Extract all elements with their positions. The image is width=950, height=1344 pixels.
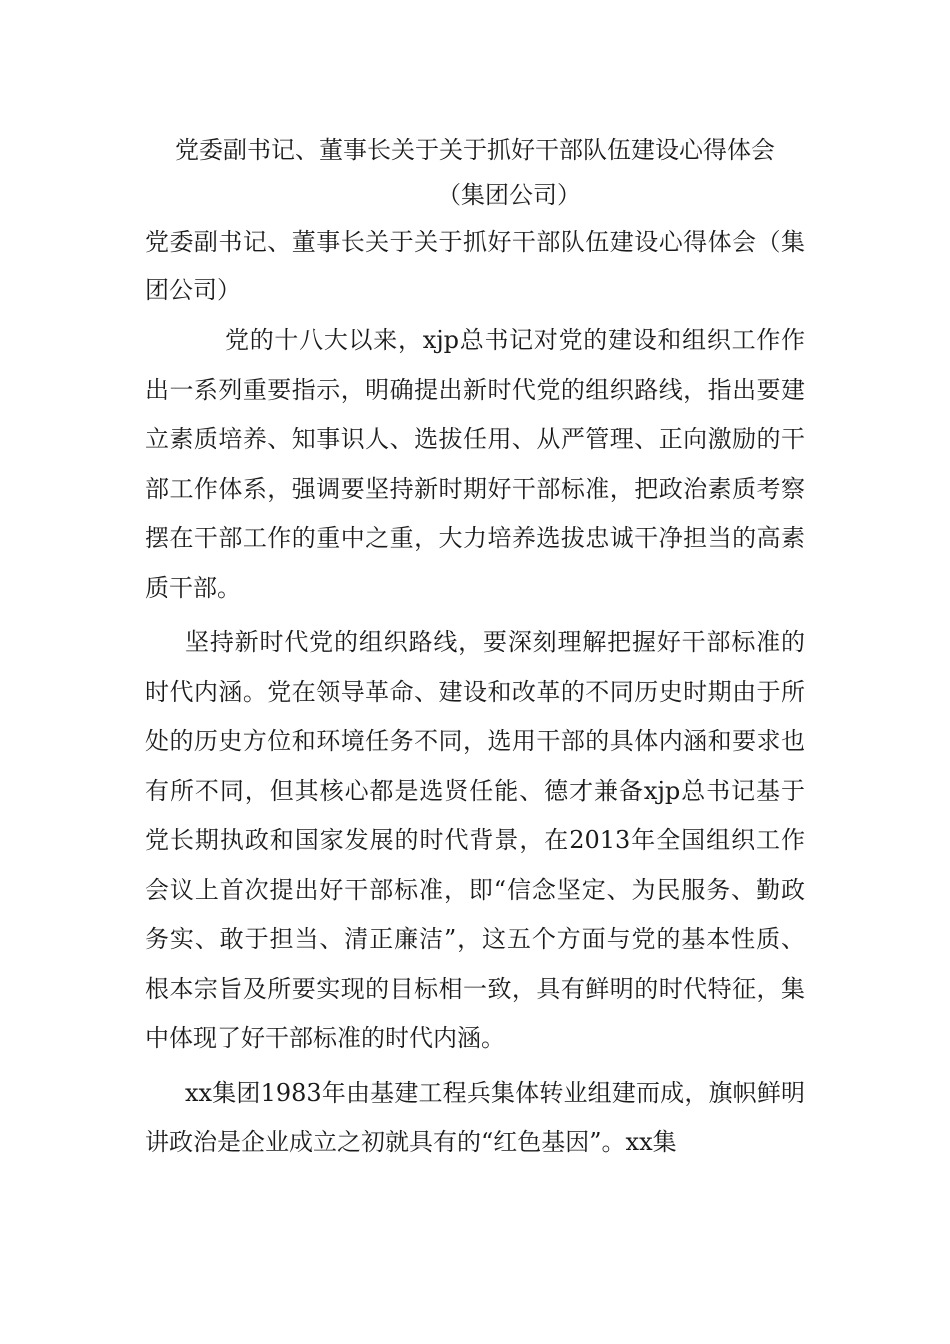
paragraph-2: 坚持新时代党的组织路线，要深刻理解把握好干部标准的时代内涵。党在领导革命、建设和改革的不同历史时期由于所处的历史方位和环境任务不同，选用干部的具体内涵和要求也有所不同，但其核心都是选贤任能、德才兼备xjp总书记基于党长期执政和国家发展的时代背景，在2013年全国组织工作会议上首次提出好干部标准，即“信念坚定、为民服务、勤政务实、敢于担当、清正廉洁”，这五个方面与党的基本性质、根本宗旨及所要实现的目标相一致，具有鲜明的时代特征，集中体现了好干部标准的时代内涵。 bbox=[145, 628, 805, 1052]
title-line-sub: （集团公司） bbox=[437, 181, 581, 209]
title-line-main: 党委副书记、董事长关于关于抓好干部队伍建设心得体会 bbox=[175, 136, 775, 164]
document-body bbox=[145, 128, 805, 1168]
repeated-title: 党委副书记、董事长关于关于抓好干部队伍建设心得体会（集团公司） bbox=[145, 228, 805, 304]
paragraph-1: 党的十八大以来，xjp总书记对党的建设和组织工作作出一系列重要指示，明确提出新时代党的组织路线，指出要建立素质培养、知事识人、选拔任用、从严管理、正向激励的干部工作体系，强调要坚持新时期好干部标准，把政治素质考察摆在干部工作的重中之重，大力培养选拔忠诚干净担当的高素质干部。 bbox=[145, 326, 805, 602]
paragraph-3: xx集团1983年由基建工程兵集体转业组建而成，旗帜鲜明讲政治是企业成立之初就具有的“红色基因”。xx集 bbox=[145, 1078, 805, 1156]
document-title bbox=[145, 128, 805, 218]
